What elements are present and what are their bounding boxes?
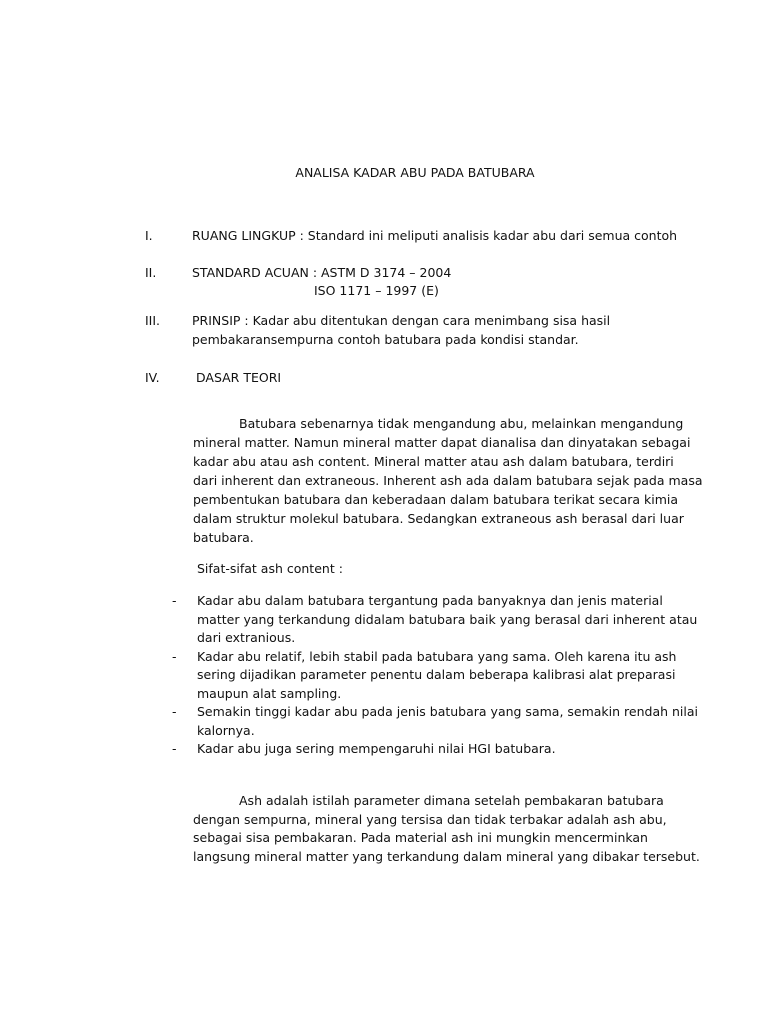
list-item-line: kalornya. bbox=[197, 722, 255, 738]
paragraph-line: pembentukan batubara dan keberadaan dalam batubara terikat secara kimia bbox=[193, 492, 679, 507]
list-item-line: maupun alat sampling. bbox=[197, 685, 342, 701]
section-number-1: I. bbox=[145, 228, 153, 243]
list-item-line: dari extranious. bbox=[197, 630, 296, 645]
bullet-dash-icon: - bbox=[172, 741, 177, 756]
list-item bbox=[160, 740, 680, 759]
bullet-dash-icon: - bbox=[172, 704, 177, 719]
list-item-line: matter yang terkandung didalam batubara baik yang berasal dari inherent atau bbox=[197, 611, 698, 627]
list-item-line: Kadar abu juga sering mempengaruhi nilai HGI batubara. bbox=[197, 741, 556, 756]
paragraph-line: kadar abu atau ash content. Mineral matter atau ash dalam batubara, terdiri bbox=[193, 454, 674, 469]
section-number-3: III. bbox=[145, 313, 161, 328]
paragraph-line: batubara. bbox=[193, 530, 254, 545]
section-number-4: IV. bbox=[145, 370, 160, 385]
paragraph-line: dalam struktur molekul batubara. Sedangkan extraneous ash berasal dari luar bbox=[193, 511, 684, 526]
paragraph-line: Ash adalah istilah parameter dimana setelah pembakaran batubara bbox=[239, 793, 664, 808]
bullet-dash-icon: - bbox=[172, 648, 177, 664]
paragraph-line: dengan sempurna, mineral yang tersisa dan tidak terbakar adalah ash abu, bbox=[193, 811, 667, 827]
section-2-text-line2: ISO 1171 – 1997 (E) bbox=[314, 283, 439, 298]
section-3-text-line2: pembakaransempurna contoh batubara pada kondisi standar. bbox=[192, 332, 579, 347]
list-item bbox=[160, 592, 698, 648]
paragraph-line: dari inherent dan extraneous. Inherent ash ada dalam batubara sejak pada masa bbox=[193, 473, 703, 488]
bullet-dash-icon: - bbox=[172, 593, 177, 608]
paragraph-line: mineral matter. Namun mineral matter dapat dianalisa dan dinyatakan sebagai bbox=[193, 435, 691, 450]
list-item-line: Kadar abu dalam batubara tergantung pada banyaknya dan jenis material bbox=[197, 593, 663, 608]
document-title: ANALISA KADAR ABU PADA BATUBARA bbox=[295, 165, 535, 180]
section-number-2: II. bbox=[145, 265, 157, 280]
list-item-line: Semakin tinggi kadar abu pada jenis batubara yang sama, semakin rendah nilai bbox=[197, 704, 699, 719]
section-3-text: PRINSIP : Kadar abu ditentukan dengan cara menimbang sisa hasil bbox=[192, 313, 611, 328]
paragraph-line: Batubara sebenarnya tidak mengandung abu, melainkan mengandung bbox=[239, 416, 684, 431]
closing-paragraph bbox=[193, 792, 700, 866]
list-item-line: sering dijadikan parameter penentu dalam beberapa kalibrasi alat preparasi bbox=[197, 667, 676, 682]
section-1-text: RUANG LINGKUP : Standard ini meliputi analisis kadar abu dari semua contoh bbox=[192, 228, 678, 243]
list-item-line: Kadar abu relatif, lebih stabil pada batubara yang sama. Oleh karena itu ash bbox=[197, 648, 677, 664]
paragraph-line: sebagai sisa pembakaran. Pada material ash ini mungkin mencerminkan bbox=[193, 830, 648, 845]
paragraph-line: langsung mineral matter yang terkandung dalam mineral yang dibakar tersebut. bbox=[193, 848, 700, 864]
list-item bbox=[160, 703, 699, 740]
section-4-heading: DASAR TEORI bbox=[196, 370, 282, 385]
properties-list bbox=[160, 592, 699, 759]
list-item bbox=[160, 648, 680, 704]
theory-paragraph bbox=[193, 414, 703, 547]
section-2-text: STANDARD ACUAN : ASTM D 3174 – 2004 bbox=[192, 265, 452, 280]
properties-heading: Sifat-sifat ash content : bbox=[197, 561, 343, 576]
